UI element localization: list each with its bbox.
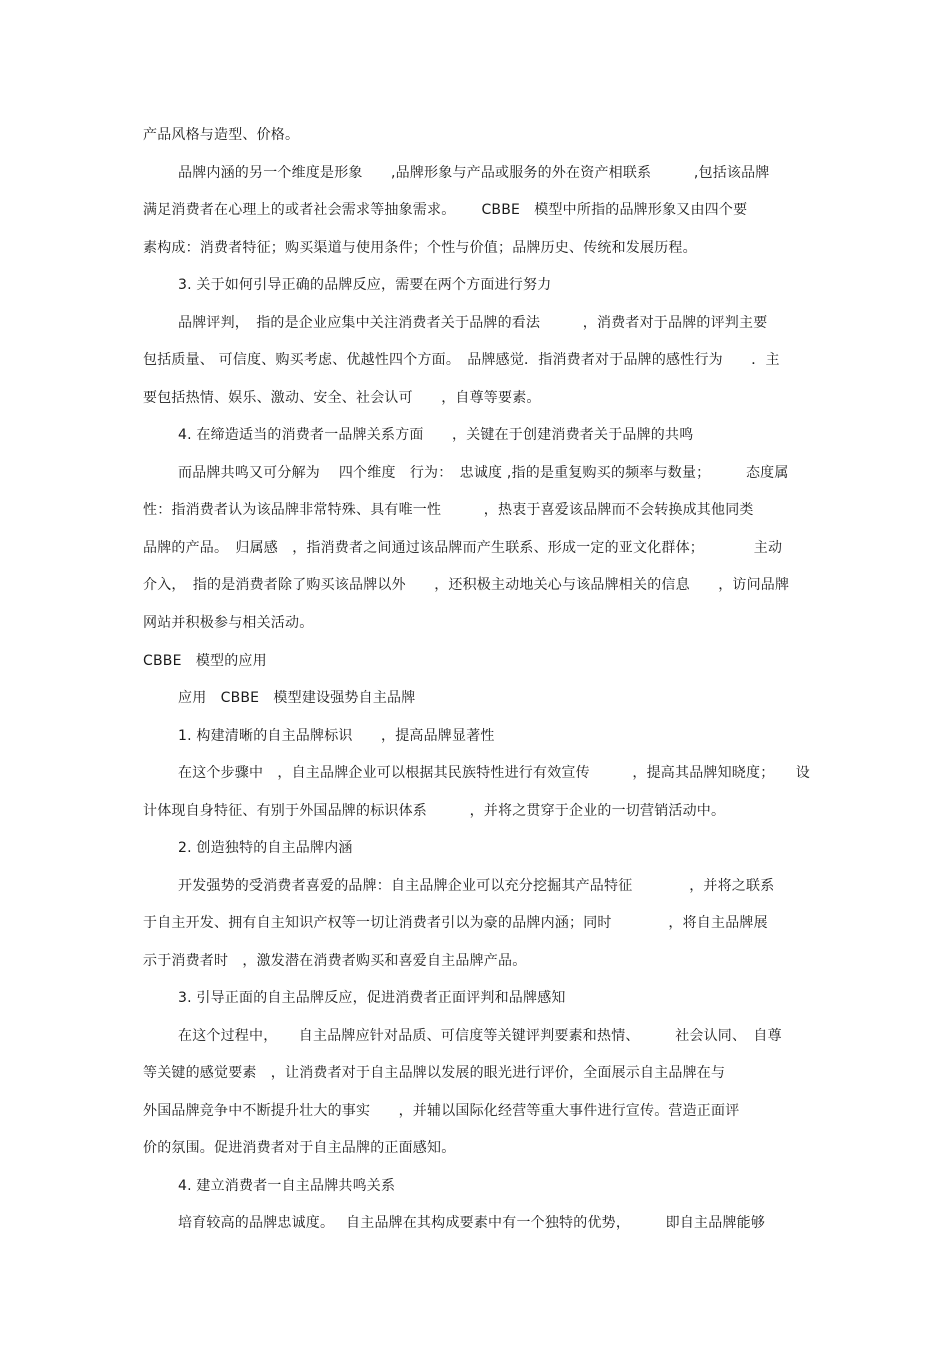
text-line: 于自主开发、拥有自主知识产权等一切让消费者引以为豪的品牌内涵；同时 ，将自主品牌展 xyxy=(143,915,768,931)
text-line: 外国品牌竞争中不断提升壮大的事实 ，并辅以国际化经营等重大事件进行宣传。营造正面评 xyxy=(143,1103,740,1119)
text-line: 在这个步骤中 ，自主品牌企业可以根据其民族特性进行有效宣传 ，提高其品牌知晓度； 设 xyxy=(178,765,810,781)
text-line: 性：指消费者认为该品牌非常特殊、具有唯一性 ，热衷于喜爱该品牌而不会转换成其他同类 xyxy=(143,502,754,518)
numbered-heading: 2. 创造独特的自主品牌内涵 xyxy=(178,840,353,856)
numbered-heading: 3. 关于如何引导正确的品牌反应，需要在两个方面进行努力 xyxy=(178,277,552,293)
section-heading: CBBE 模型的应用 xyxy=(143,653,267,669)
text-line: 素构成：消费者特征；购买渠道与使用条件；个性与价值；品牌历史、传统和发展历程。 xyxy=(143,240,697,256)
text-line: 等关键的感觉要素 ，让消费者对于自主品牌以发展的眼光进行评价，全面展示自主品牌在与 xyxy=(143,1065,726,1081)
text-line: 培育较高的品牌忠诚度。 自主品牌在其构成要素中有一个独特的优势， 即自主品牌能够 xyxy=(178,1215,766,1231)
text-line: 介入， 指的是消费者除了购买该品牌以外 ，还积极主动地关心与该品牌相关的信息 ，访问品牌 xyxy=(143,577,790,593)
numbered-heading: 1. 构建清晰的自主品牌标识 ，提高品牌显著性 xyxy=(178,728,495,744)
text-line: 网站并积极参与相关活动。 xyxy=(143,615,314,631)
text-line: 包括质量、 可信度、购买考虑、优越性四个方面。 品牌感觉．指消费者对于品牌的感性行为 ．主 xyxy=(143,352,780,368)
text-line: 品牌评判， 指的是企业应集中关注消费者关于品牌的看法 ，消费者对于品牌的评判主要 xyxy=(178,315,768,331)
text-line: 品牌的产品。 归属感 ，指消费者之间通过该品牌而产生联系、形成一定的亚文化群体； 主动 xyxy=(143,540,783,556)
text-line: 计体现自身特征、有别于外国品牌的标识体系 ，并将之贯穿于企业的一切营销活动中。 xyxy=(143,803,726,819)
text-line: 满足消费者在心理上的或者社会需求等抽象需求。 CBBE 模型中所指的品牌形象又由四个要 xyxy=(143,202,748,218)
numbered-heading: 4. 建立消费者一自主品牌共鸣关系 xyxy=(178,1178,396,1194)
text-line: 要包括热情、娱乐、激动、安全、社会认可 ，自尊等要素。 xyxy=(143,390,541,406)
text-line: 开发强势的受消费者喜爱的品牌：自主品牌企业可以充分挖掘其产品特征 ，并将之联系 xyxy=(178,878,775,894)
subsection-heading: 应用 CBBE 模型建设强势自主品牌 xyxy=(178,690,416,706)
text-line: 而品牌共鸣又可分解为 四个维度 行为： 忠诚度 ,指的是重复购买的频率与数量； 态度属 xyxy=(178,465,789,481)
text-line: 示于消费者时 ，激发潜在消费者购买和喜爱自主品牌产品。 xyxy=(143,953,527,969)
numbered-heading: 3. 引导正面的自主品牌反应，促进消费者正面评判和品牌感知 xyxy=(178,990,566,1006)
text-line: 价的氛围。促进消费者对于自主品牌的正面感知。 xyxy=(143,1140,456,1156)
text-line: 在这个过程中， 自主品牌应针对品质、可信度等关键评判要素和热情、 社会认同、 自尊 xyxy=(178,1028,782,1044)
text-line: 品牌内涵的另一个维度是形象 ,品牌形象与产品或服务的外在资产相联系 ,包括该品牌 xyxy=(178,165,770,181)
numbered-heading: 4. 在缔造适当的消费者一品牌关系方面 ，关键在于创建消费者关于品牌的共鸣 xyxy=(178,427,694,443)
text-line: 产品风格与造型、价格。 xyxy=(143,127,300,143)
